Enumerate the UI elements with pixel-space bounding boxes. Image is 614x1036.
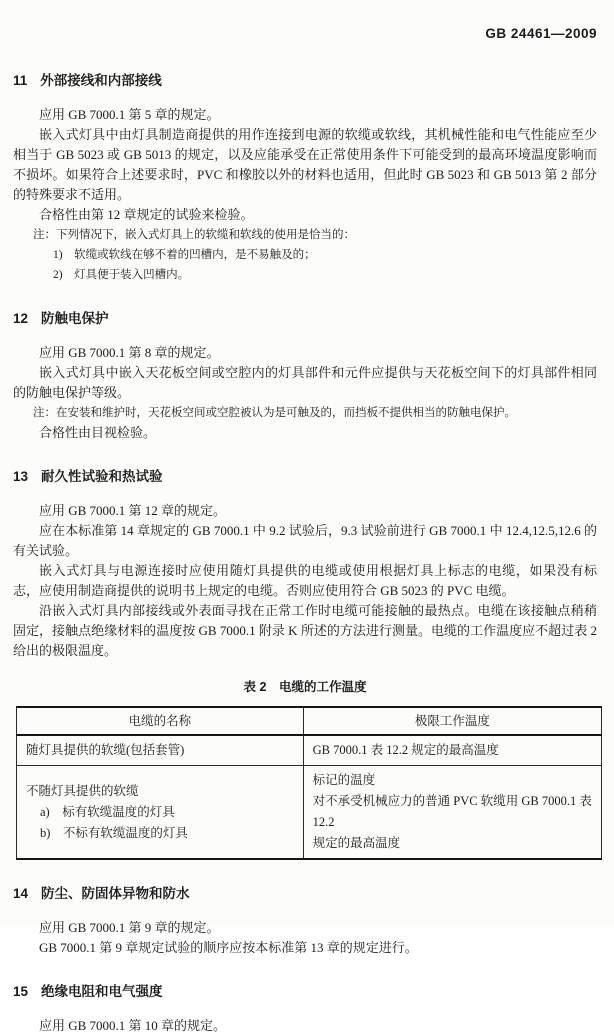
section-number: 14 (13, 886, 29, 901)
table-cell-line: 规定的最高温度 (312, 836, 401, 850)
table-header-row (17, 707, 602, 735)
table-cell-limit-temperature: GB 7000.1 表 12.2 规定的最高温度 (303, 735, 601, 766)
table-row (17, 766, 602, 860)
table-2-caption: 表 2 电缆的工作温度 (243, 680, 367, 694)
section-14-heading (13, 885, 597, 903)
section-title: 防触电保护 (41, 311, 109, 326)
section-13-heading (13, 468, 597, 486)
table-row (17, 735, 602, 766)
paragraph: 应用 GB 7000.1 第 12 章的规定。 (39, 503, 227, 518)
section-number: 13 (13, 469, 29, 484)
paragraph: 应用 GB 7000.1 第 8 章的规定。 (39, 345, 220, 360)
table-cell-limit-temperature (303, 766, 601, 860)
table-cell-cable-name: 随灯具提供的软缆(包括套管) (17, 735, 304, 766)
note-item: 2) 灯具便于装入凹槽内。 (53, 269, 190, 281)
section-13 (13, 468, 597, 860)
paragraph: 沿嵌入式灯具内部接线或外表面寻找在正常工作时电缆可能接触的最热点。电缆在该接触点稍稍固定，接触点绝缘材料的温度按 GB 7000.1 附录 K 所述的方法进行测量。电缆的工作温度应不超过表 2 给出的极限温度。 (13, 603, 597, 658)
table-cell-line: b) 不标有软缆温度的灯具 (40, 825, 188, 840)
note-line: 注：下列情况下，嵌入式灯具上的软缆和软线的使用是恰当的： (33, 229, 355, 241)
paragraph: 嵌入式灯具与电源连接时应使用随灯具提供的电缆或使用根据灯具上标志的电缆，如果没有标志，应使用制造商提供的说明书上规定的电缆。否则应使用符合 GB 5023 的 PVC 电缆。 (13, 563, 597, 598)
standard-number-header: GB 24461—2009 (485, 26, 597, 41)
paragraph: GB 7000.1 第 9 章规定试验的顺序应按本标准第 13 章的规定进行。 (39, 940, 418, 955)
section-12-heading (13, 310, 597, 328)
section-title: 外部接线和内部接线 (40, 73, 162, 88)
section-title: 防尘、防固体异物和防水 (41, 886, 190, 901)
section-number: 12 (13, 311, 29, 326)
section-12 (13, 310, 597, 443)
paragraph: 合格性由第 12 章规定的试验来检验。 (39, 207, 254, 222)
table-2-cable-working-temperature (16, 706, 602, 860)
section-11 (13, 72, 597, 285)
table-cell-line: a) 标有软缆温度的灯具 (40, 804, 175, 819)
table-cell-line: 对不承受机械应力的普通 PVC 软缆用 GB 7000.1 表 12.2 (312, 794, 592, 829)
paragraph: 应用 GB 7000.1 第 10 章的规定。 (39, 1018, 227, 1033)
section-number: 11 (13, 73, 28, 88)
paragraph: 应用 GB 7000.1 第 5 章的规定。 (39, 107, 220, 122)
paragraph: 合格性由目视检验。 (39, 425, 157, 440)
table-cell-line: 不随灯具提供的软缆 (26, 783, 139, 798)
section-15-heading (13, 983, 597, 1001)
paragraph: 嵌入式灯具中由灯具制造商提供的用作连接到电源的软缆或软线，其机械性能和电气性能应至少相当于 GB 5023 或 GB 5013 的规定，以及应能承受在正常使用条件下可能受到的最高环境温度影响而不损坏。如果符合上述要求时，PVC 和橡胶以外的材料也适用，但此时 GB 5023 和 GB 5013 第 2 部分的特殊要求不适用。 (13, 127, 597, 202)
table-cell-line: 标记的温度 (312, 773, 376, 787)
section-11-heading (13, 72, 597, 90)
section-title: 绝缘电阻和电气强度 (41, 984, 163, 999)
section-15 (13, 983, 597, 1036)
table-header-limit-temperature: 极限工作温度 (303, 707, 601, 735)
section-number: 15 (13, 984, 29, 999)
section-14 (13, 885, 597, 958)
note-line: 注：在安装和维护时，天花板空间或空腔被认为是可触及的，而挡板不提供相当的防触电保护。 (33, 407, 516, 419)
note-item: 1) 软缆或软线在够不着的凹槽内，是不易触及的； (53, 249, 316, 261)
paragraph: 应在本标准第 14 章规定的 GB 7000.1 中 9.2 试验后，9.3 试验前进行 GB 7000.1 中 12.4,12.5,12.6 的有关试验。 (13, 523, 597, 558)
section-title: 耐久性试验和热试验 (41, 469, 163, 484)
table-cell-cable-name (17, 766, 304, 860)
paragraph: 应用 GB 7000.1 第 9 章的规定。 (39, 920, 220, 935)
table-header-cable-name: 电缆的名称 (17, 707, 304, 735)
paragraph: 嵌入式灯具中嵌入天花板空间或空腔内的灯具部件和元件应提供与天花板空间下的灯具部件相同的防触电保护等级。 (13, 365, 597, 400)
